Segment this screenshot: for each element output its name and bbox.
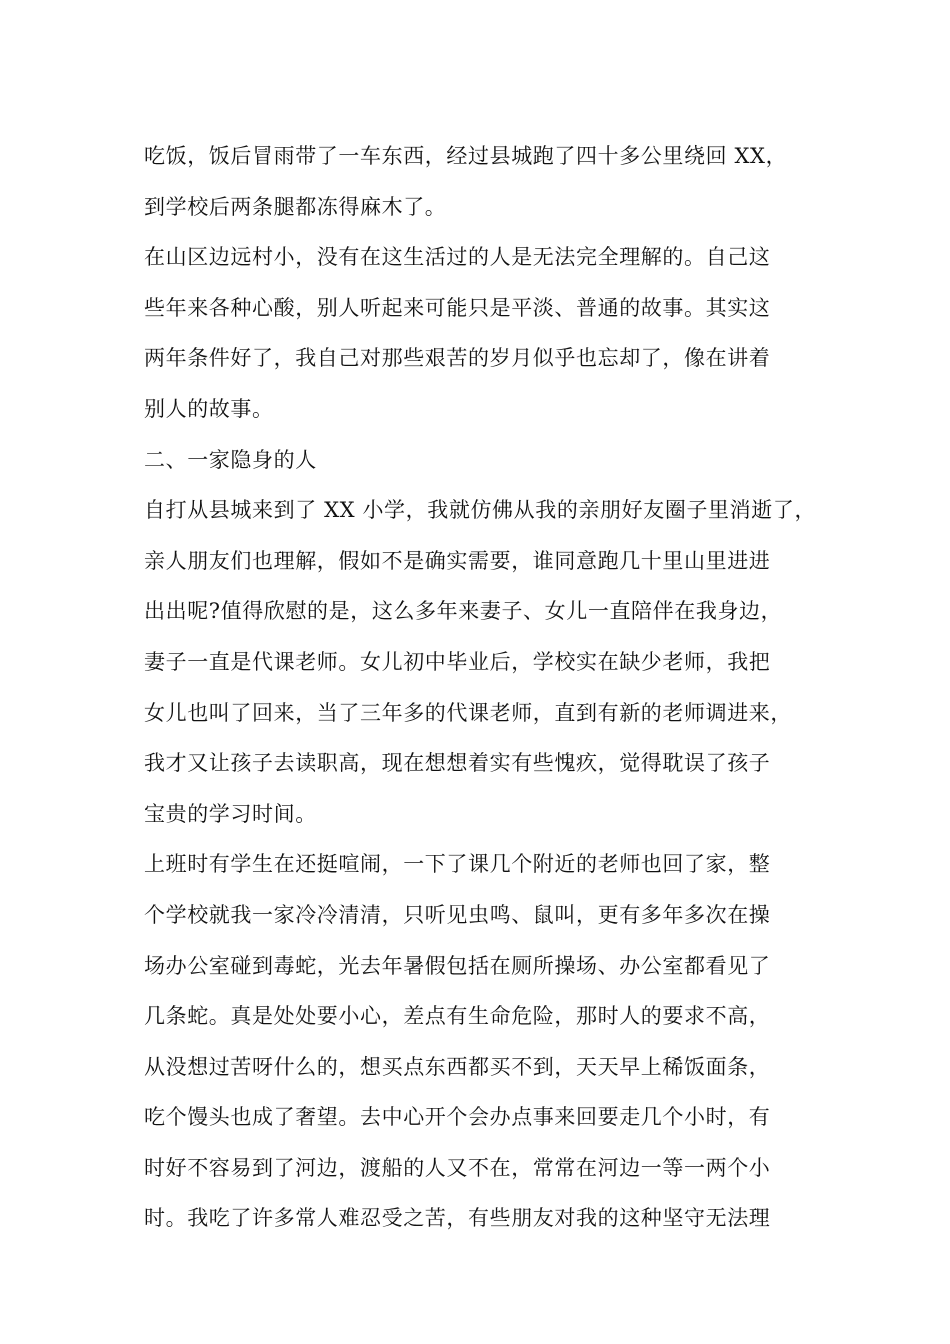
text-line: 几条蛇。真是处处要小心，差点有生命危险，那时人的要求不高， <box>144 1004 771 1029</box>
text-line: 到学校后两条腿都冻得麻木了。 <box>144 194 447 219</box>
text-line: 自打从县城来到了 XX 小学，我就仿佛从我的亲朋好友圈子里消逝了， <box>144 498 817 523</box>
text-line: 吃饭，饭后冒雨带了一车东西，经过县城跑了四十多公里绕回 XX， <box>144 144 788 168</box>
section-heading: 二、一家隐身的人 <box>144 447 317 472</box>
text-line: 女儿也叫了回来，当了三年多的代课老师，直到有新的老师调进来， <box>144 700 792 725</box>
text-line: 宝贵的学习时间。 <box>144 801 317 826</box>
text-line: 亲人朋友们也理解，假如不是确实需要，谁同意跑几十里山里进进 <box>144 548 771 573</box>
text-line: 我才又让孩子去读职高，现在想想着实有些愧疚，觉得耽误了孩子 <box>144 751 771 776</box>
text-line: 妻子一直是代课老师。女儿初中毕业后，学校实在缺少老师，我把 <box>144 649 771 674</box>
text-line: 时。我吃了许多常人难忍受之苦，有些朋友对我的这种坚守无法理 <box>144 1206 771 1231</box>
text-line: 从没想过苦呀什么的，想买点东西都买不到，天天早上稀饭面条， <box>144 1054 771 1079</box>
text-line: 两年条件好了，我自己对那些艰苦的岁月似乎也忘却了，像在讲着 <box>144 346 771 371</box>
text-line: 上班时有学生在还挺喧闹，一下了课几个附近的老师也回了家，整 <box>144 852 771 877</box>
body-text <box>144 131 824 1244</box>
text-line: 在山区边远村小，没有在这生活过的人是无法完全理解的。自己这 <box>144 245 771 270</box>
text-line: 些年来各种心酸，别人听起来可能只是平淡、普通的故事。其实这 <box>144 295 771 320</box>
text-line: 别人的故事。 <box>144 396 274 421</box>
text-line: 出出呢?值得欣慰的是，这么多年来妻子、女儿一直陪伴在我身边， <box>144 599 783 624</box>
text-line: 时好不容易到了河边，渡船的人又不在，常常在河边一等一两个小 <box>144 1155 771 1180</box>
text-line: 个学校就我一家冷冷清清，只听见虫鸣、鼠叫，更有多年多次在操 <box>144 902 771 927</box>
text-line: 场办公室碰到毒蛇，光去年暑假包括在厕所操场、办公室都看见了 <box>144 953 771 978</box>
text-line: 吃个馒头也成了奢望。去中心开个会办点事来回要走几个小时，有 <box>144 1105 771 1130</box>
